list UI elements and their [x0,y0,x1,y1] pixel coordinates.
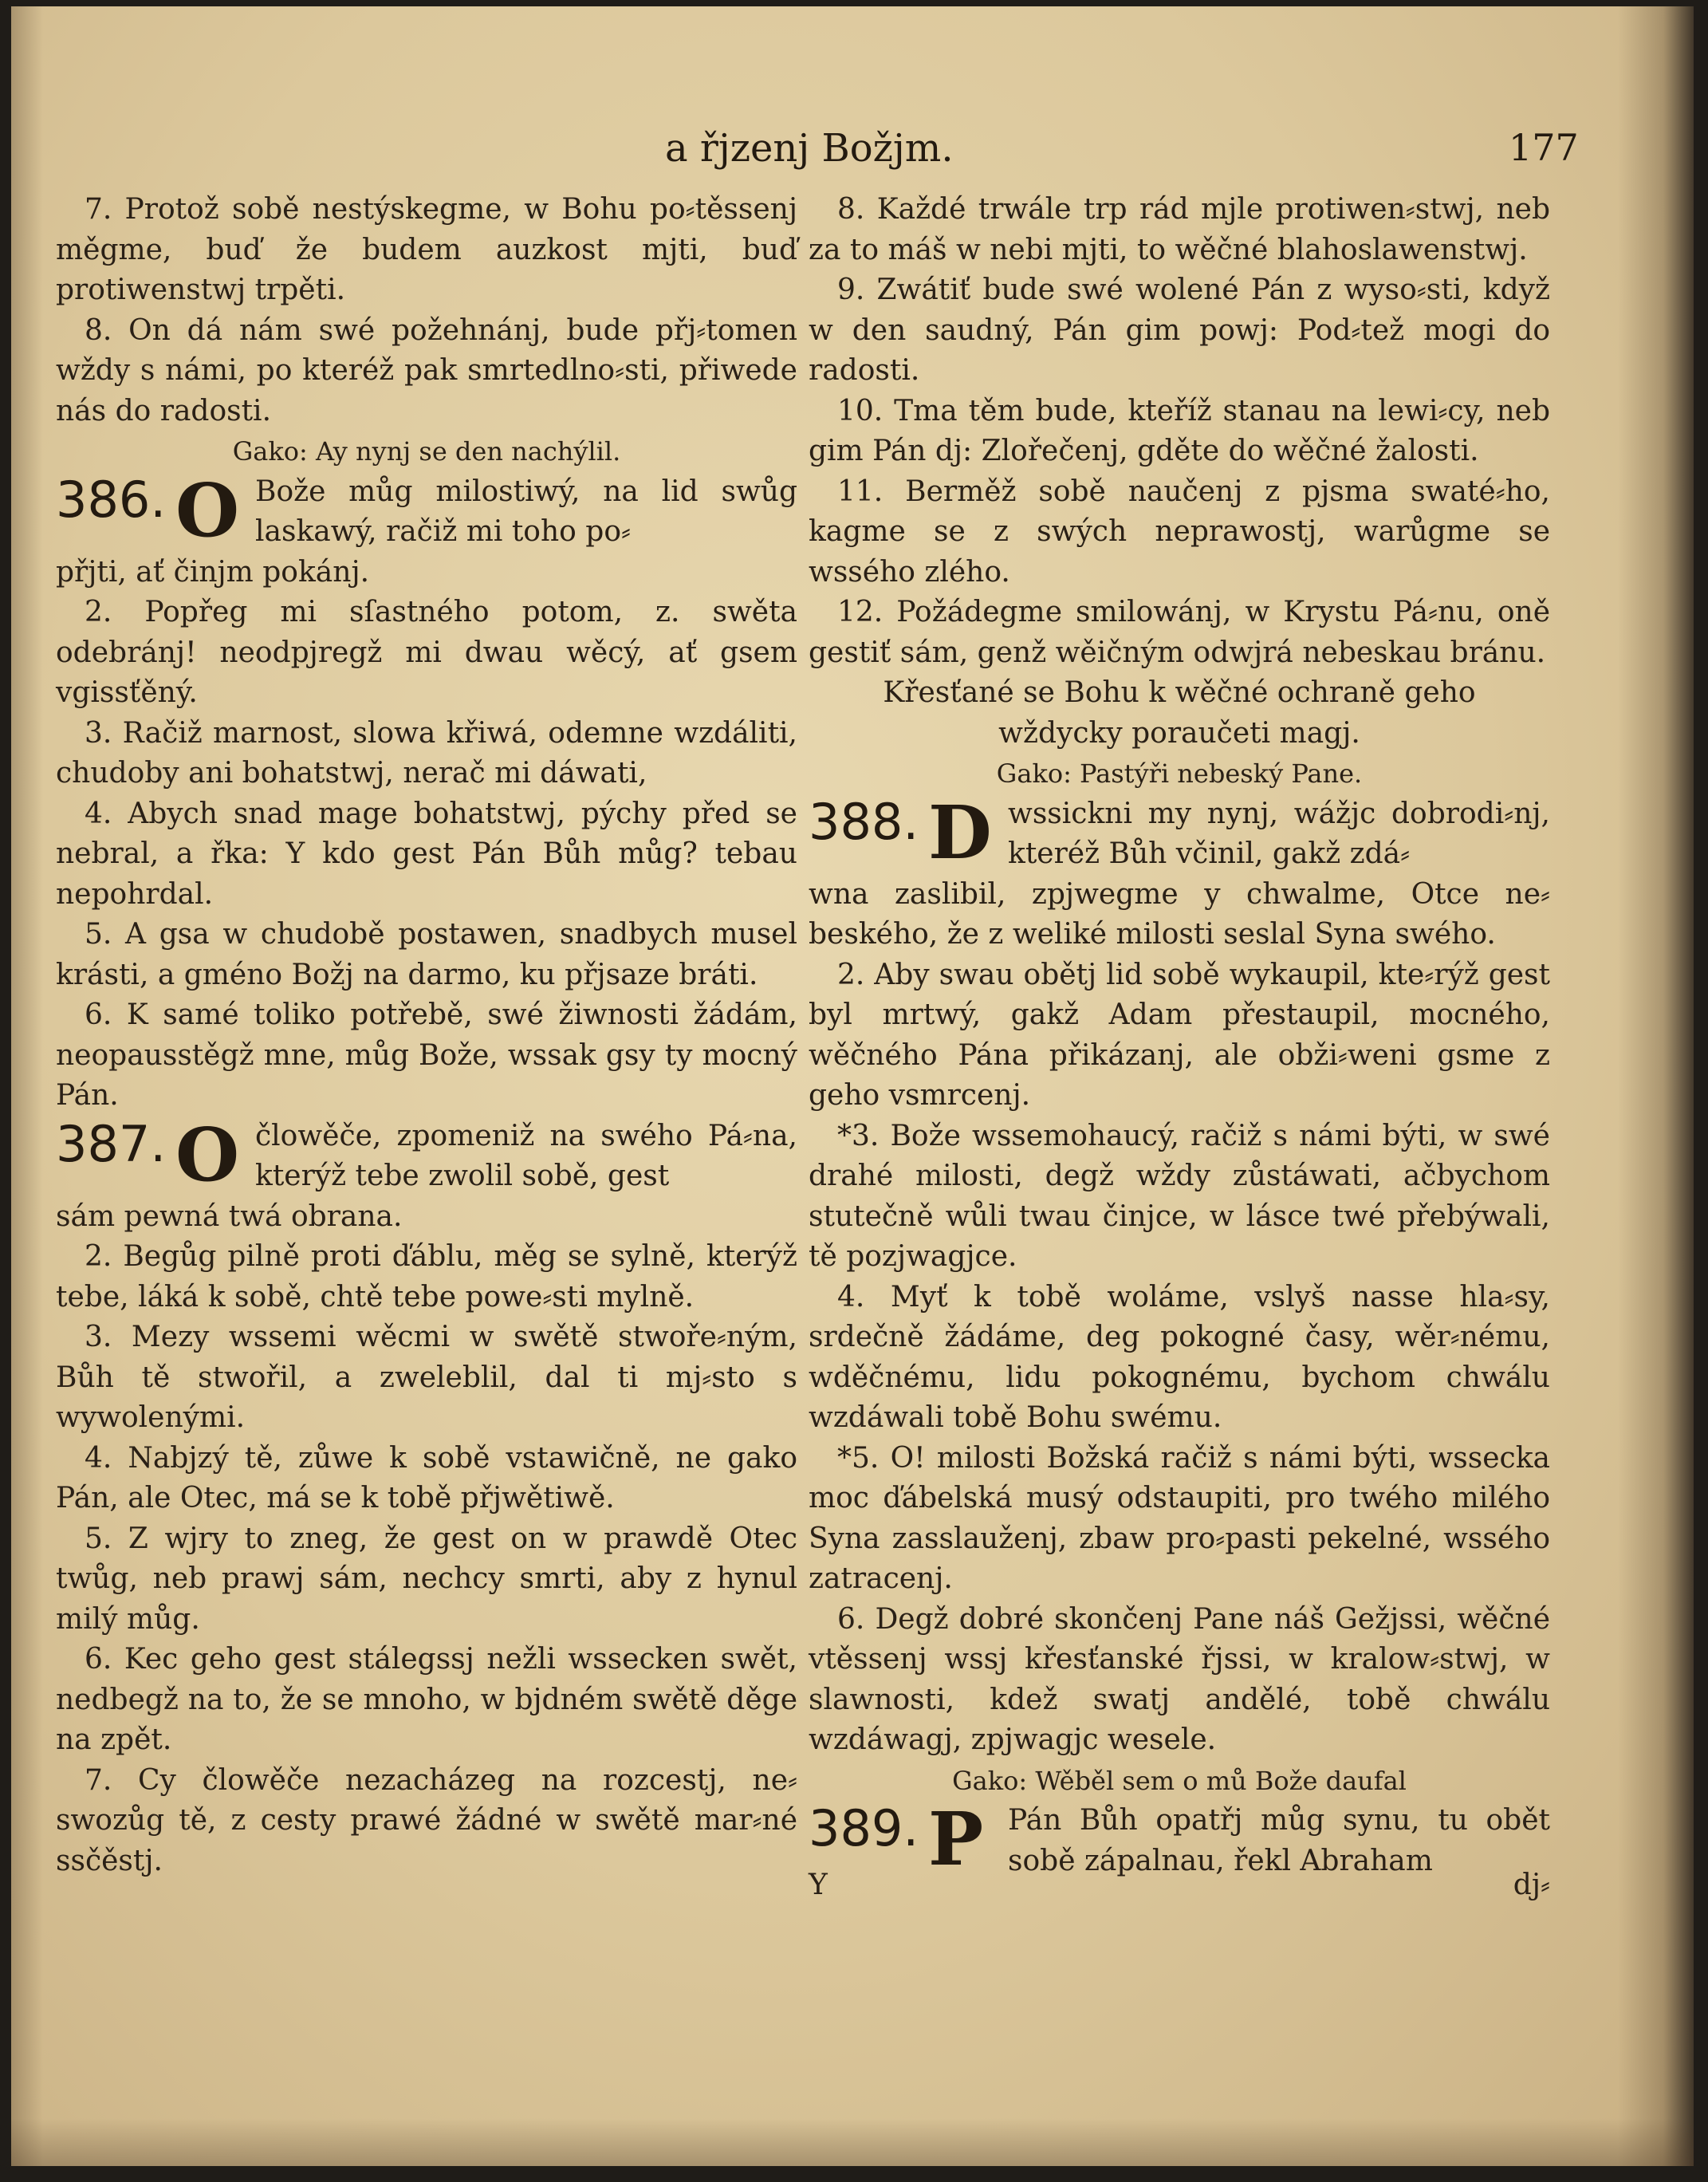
verse: 12. Požádegme smilowánj, w Krystu Pá⸗nu, oně gestiť sám, genž wěičným odwjrá nebeskau bránu. [809,596,1550,669]
hymn-number: 389. [809,1799,919,1857]
page-edge-shadow-left [11,6,43,2166]
catchword-left: Y [809,1869,828,1901]
hymn-first-line: Bože můg milostiwý, na lid swůg laskawý, račiž mi toho po⸗ [255,475,797,548]
verse: 7. Cy člowěče nezacházeg na rozcestj, ne⸗swozůg tě, z cesty prawé žádné w swětě mar⸗né ssčěstj. [56,1763,797,1877]
hymn-first-verse-end: wna zaslibil, zpjwegme y chwalme, Otce ne⸗beského, že z weliké milosti seslal Syna swého. [809,877,1550,951]
left-column [56,190,797,1881]
verse: 10. Tma těm bude, kteříž stanau na lewi⸗cy, neb gim Pán dj: Zlořečenj, gděte do wěčné žalosti. [809,394,1550,467]
hymn-388 [809,789,1550,955]
page-number: 177 [1509,126,1579,169]
section-heading-line: wždycky poraučeti magj. [998,716,1360,750]
verse: *5. O! milosti Božská račiž s námi býti, wssecka moc ďábelská musý odstaupiti, pro twého milého Syna zasslauženj, zbaw pro⸗pasti pekelné, wssého zatracenj. [809,1441,1550,1595]
verse: 6. K samé toliko potřebě, swé žiwnosti žádám, neopausstěgž mne, můg Bože, wssak gsy ty mocný Pán. [56,998,797,1112]
hymn-initial-letter: P [928,1796,984,1882]
verse: 11. Berměž sobě naučenj z pjsma swaté⸗ho, kagme se z swých neprawostj, warůgme se wssého zlého. [809,475,1550,589]
verse: 7. Protož sobě nestýskegme, w Bohu po⸗těssenj měgme, buď že budem auzkost mjti, buď protiwenstwj trpěti. [56,193,797,306]
tune-line: Gako: Wěběl sem o mů Bože daufal [952,1765,1407,1796]
verse: 6. Degž dobré skončenj Pane náš Gežjssi, wěčné vtěssenj wssj křesťanské řjssi, w kralow⸗stwj, w slawnosti, kdež swatj andělé, tobě chwálu wzdáwagj, zpjwagjc wesele. [809,1602,1550,1756]
hymn-initial-letter: D [928,789,992,876]
hymn-first-line: Pán Bůh opatřj můg synu, tu obět sobě zápalnau, řekl Abraham [1008,1804,1550,1877]
verse: 3. Mezy wssemi wěcmi w swětě stwoře⸗ným, Bůh tě stwořil, a zweleblil, dal ti mj⸗sto s wywolenými. [56,1321,797,1434]
hymn-387 [56,1111,797,1238]
hymn-386 [56,467,797,593]
tune-line: Gako: Ay nynj se den nachýlil. [232,436,621,467]
hymn-389 [809,1796,1550,1906]
tune-line: Gako: Pastýři nebeský Pane. [996,758,1363,789]
hymn-initial-letter: O [175,467,240,553]
verse: 2. Begůg pilně proti ďáblu, měg se sylně, kterýž tebe, láká k sobě, chtě tebe powe⸗sti mylně. [56,1240,797,1314]
verse: 5. A gsa w chudobě postawen, snadbych musel krásti, a gméno Božj na darmo, ku přjsaze bráti. [56,918,797,991]
page-gutter-shadow [1618,6,1694,2166]
verse: 2. Popřeg mi sſastného potom, z. swěta odebránj! neodpjregž mi dwau wěcý, ať gsem vgissťěný. [56,596,797,709]
verse: 8. Každé trwále trp rád mjle protiwen⸗stwj, neb za to máš w nebi mjti, to wěčné blahoslawenstwj. [809,193,1550,266]
verse: 4. Abych snad mage bohatstwj, pýchy před se nebral, a řka: Y kdo gest Pán Bůh můg? tebau nepohrdal. [56,797,797,911]
hymn-first-line: člowěče, zpomeniž na swého Pá⸗na, kterýž tebe zwolil sobě, gest [255,1119,797,1192]
right-column [809,190,1550,1906]
verse: 6. Kec geho gest stálegssj nežli wssecken swět, nedbegž na to, že se mnoho, w bjdném swětě děge na zpět. [56,1643,797,1756]
page-edge-shadow-bottom [11,2118,1694,2166]
hymn-first-verse-end: přjti, ať činjm pokánj. [56,555,370,589]
hymn-number: 387. [56,1114,167,1173]
hymn-number: 386. [56,470,167,529]
page-header [11,126,1694,182]
verse: 3. Račiž marnost, slowa křiwá, odemne wzdáliti, chudoby ani bohatstwj, nerač mi dáwati, [56,716,797,790]
running-title: a řjzenj Božjm. [665,126,954,171]
verse: 8. On dá nám swé požehnánj, bude přj⸗tomen wždy s námi, po kteréž pak smrtedlno⸗sti, přiwede nás do radosti. [56,313,797,427]
book-page [11,6,1694,2166]
hymn-number: 388. [809,792,919,851]
verse: 2. Aby swau obětj lid sobě wykaupil, kte⸗rýž gest byl mrtwý, gakž Adam přestaupil, mocného, wěčného Pána přikázanj, ale obži⸗weni gsme z geho vsmrcenj. [809,958,1550,1112]
catchword-right: dj⸗ [1513,1869,1550,1901]
verse: 5. Z wjry to zneg, že gest on w prawdě Otec twůg, neb prawj sám, nechcy smrti, aby z hynul milý můg. [56,1522,797,1636]
verse: 9. Zwátiť bude swé wolené Pán z wyso⸗sti, když w den saudný, Pán gim powj: Pod⸗tež mogi do radosti. [809,274,1550,387]
verse: 4. Nabjzý tě, zůwe k sobě vstawičně, ne gako Pán, ale Otec, má se k tobě přjwětiwě. [56,1441,797,1514]
hymn-first-verse-end: sám pewná twá obrana. [56,1199,403,1233]
verse: 4. Myť k tobě woláme, vslyš nasse hla⸗sy, srdečně žádáme, deg pokogné časy, wěr⸗nému, wděčnému, lidu pokognému, bychom chwálu wzdáwali tobě Bohu swému. [809,1280,1550,1434]
verse: *3. Bože wssemohaucý, račiž s námi býti, w swé drahé milosti, degž wždy zůstáwati, ačbychom stutečně wůli twau činjce, w lásce twé přebýwali, tě pozjwagjce. [809,1119,1550,1273]
hymn-initial-letter: O [175,1111,240,1198]
section-heading-line: Křesťané se Bohu k wěčné ochraně geho [883,676,1476,709]
hymn-first-line: wssickni my nynj, wážjc dobrodi⸗nj, kteréž Bůh včinil, gakž zdá⸗ [1008,797,1550,870]
